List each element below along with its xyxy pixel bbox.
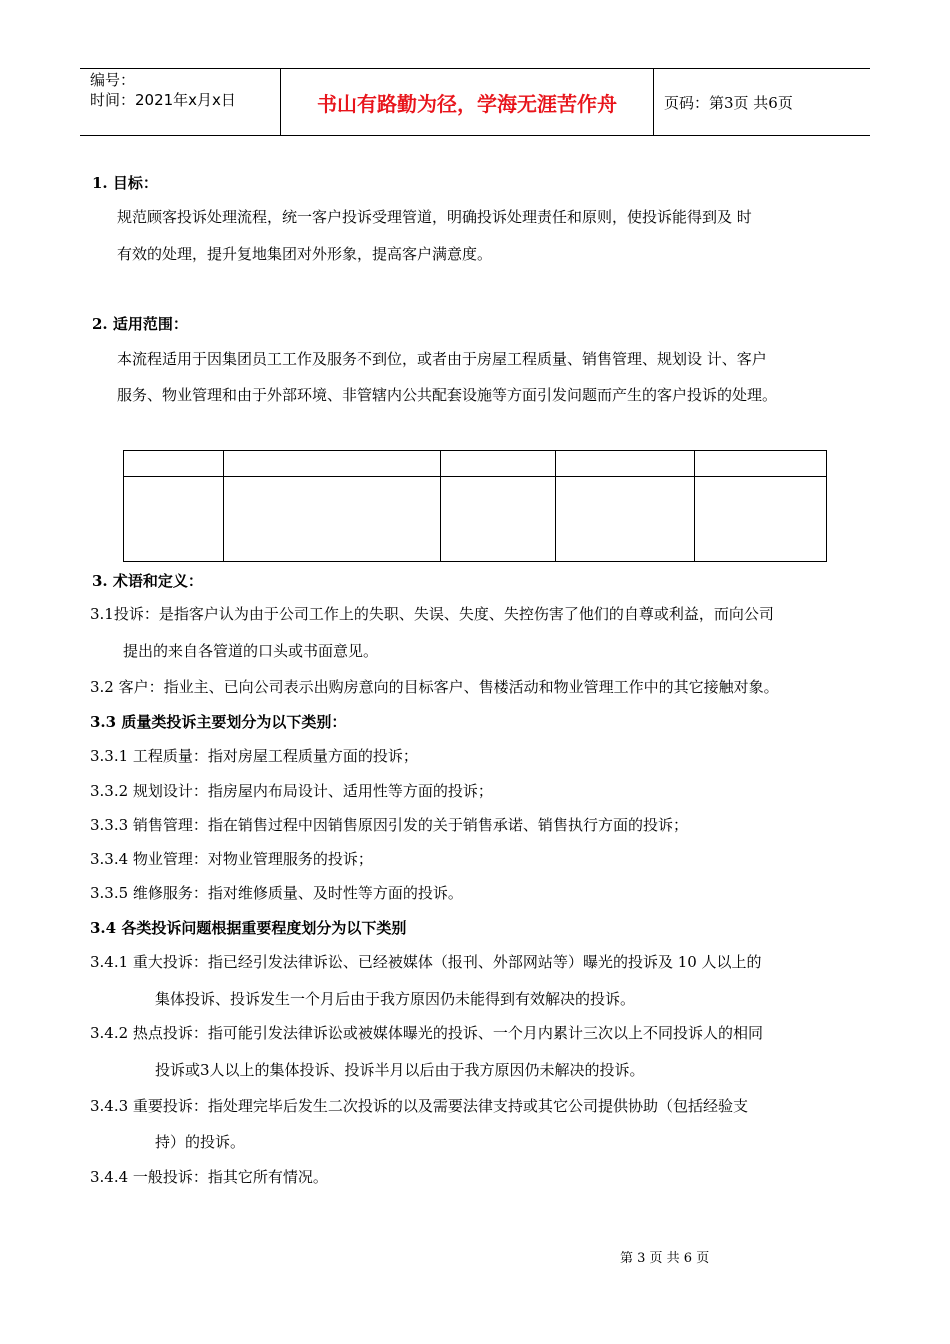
definition-3-3-4: 3.3.4 物业管理：对物业管理服务的投诉； [90, 850, 373, 868]
header-page-label: 页码：第3页 共6页 [664, 93, 793, 112]
definition-3-3-3: 3.3.3 销售管理：指在销售过程中因销售原因引发的关于销售承诺、销售执行方面的投诉； [90, 816, 688, 834]
section-2-line-1: 本流程适用于因集团员工工作及服务不到位，或者由于房屋工程质量、销售管理、规划设 计、客户 [117, 350, 767, 368]
section-1-line-1: 规范顾客投诉处理流程，统一客户投诉受理管道，明确投诉处理责任和原则，使投诉能得到及 时 [117, 208, 752, 226]
header-meta [80, 69, 280, 135]
blank-cell [556, 451, 695, 477]
definition-3-4-1-line-1: 3.4.1 重大投诉：指已经引发法律诉讼、已经被媒体（报刊、外部网站等）曝光的投诉及 10 人以上的 [90, 953, 762, 971]
blank-table-row [124, 451, 827, 477]
definition-3-2: 3.2 客户：指业主、已向公司表示出购房意向的目标客户、售楼活动和物业管理工作中的其它接触对象。 [90, 678, 779, 696]
section-3-title: 3. 术语和定义： [92, 572, 203, 590]
blank-table-row [124, 477, 827, 562]
definition-3-3-title: 3.3 质量类投诉主要划分为以下类别： [90, 713, 347, 731]
section-2-title: 2. 适用范围： [92, 315, 188, 333]
blank-cell [695, 451, 827, 477]
section-1-title: 1. 目标： [92, 174, 158, 192]
blank-cell [224, 451, 441, 477]
blank-cell [124, 451, 224, 477]
section-2-line-2: 服务、物业管理和由于外部环境、非管辖内公共配套设施等方面引发问题而产生的客户投诉的处理。 [117, 386, 778, 404]
blank-cell [224, 477, 441, 562]
definition-3-4-2-line-2: 投诉或3人以上的集体投诉、投诉半月以后由于我方原因仍未解决的投诉。 [155, 1061, 645, 1079]
blank-cell [441, 451, 556, 477]
blank-cell [441, 477, 556, 562]
definition-3-3-5: 3.3.5 维修服务：指对维修质量、及时性等方面的投诉。 [90, 884, 463, 902]
definition-3-4-3-line-1: 3.4.3 重要投诉：指处理完毕后发生二次投诉的以及需要法律支持或其它公司提供协助（包括经验支 [90, 1097, 748, 1115]
document-header [80, 68, 870, 136]
blank-cell [556, 477, 695, 562]
document-time-label: 时间：2021年x月x日 [90, 91, 236, 109]
definition-3-3-2: 3.3.2 规划设计：指房屋内布局设计、适用性等方面的投诉； [90, 782, 493, 800]
definition-3-3-1: 3.3.1 工程质量：指对房屋工程质量方面的投诉； [90, 747, 418, 765]
definition-3-4-title: 3.4 各类投诉问题根据重要程度划分为以下类别 [90, 919, 407, 937]
blank-cell [695, 477, 827, 562]
definition-3-4-1-line-2: 集体投诉、投诉发生一个月后由于我方原因仍未能得到有效解决的投诉。 [155, 990, 636, 1008]
definition-3-1-line-2: 提出的来自各管道的口头或书面意见。 [123, 642, 379, 660]
blank-table [123, 450, 827, 562]
definition-3-4-4: 3.4.4 一般投诉：指其它所有情况。 [90, 1168, 328, 1186]
blank-cell [124, 477, 224, 562]
section-1-line-2: 有效的处理，提升复地集团对外形象，提高客户满意度。 [117, 245, 493, 263]
document-number-label: 编号： [90, 71, 136, 89]
page-footer: 第 3 页 共 6 页 [620, 1251, 710, 1266]
header-motto: 书山有路勤为径，学海无涯苦作舟 [280, 69, 654, 135]
definition-3-4-2-line-1: 3.4.2 热点投诉：指可能引发法律诉讼或被媒体曝光的投诉、一个月内累计三次以上不同投诉人的相同 [90, 1024, 763, 1042]
definition-3-4-3-line-2: 持）的投诉。 [155, 1133, 246, 1151]
definition-3-1-line-1: 3.1投诉：是指客户认为由于公司工作上的失职、失误、失度、失控伤害了他们的自尊或利益，而向公司 [90, 605, 774, 623]
